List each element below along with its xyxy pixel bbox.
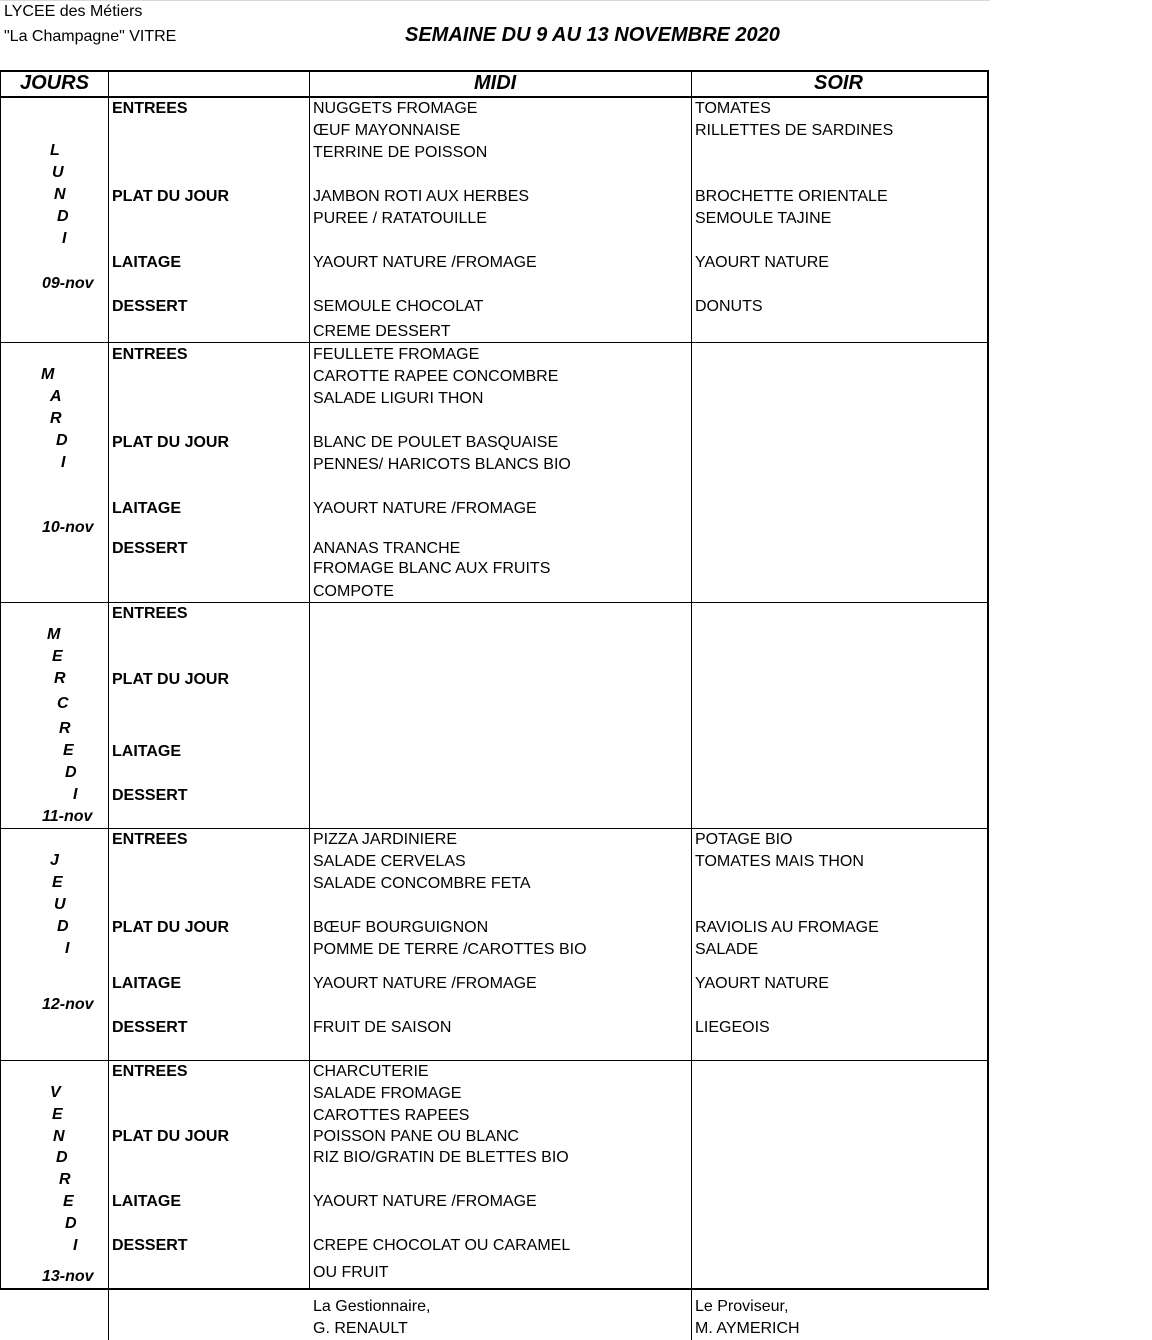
menu-item: OU FRUIT (313, 1264, 389, 1281)
day-letter: J (50, 852, 59, 869)
menu-item: CAROTTES RAPEES (313, 1107, 470, 1124)
category-plat: PLAT DU JOUR (112, 188, 230, 205)
day-letter: D (56, 432, 68, 449)
menu-item: TOMATES MAIS THON (695, 853, 864, 870)
day-letter: D (57, 208, 69, 225)
day-letter: M (47, 626, 61, 643)
day-letter: A (50, 388, 62, 405)
menu-item: BROCHETTE ORIENTALE (695, 188, 888, 205)
header-bottom-border (0, 96, 989, 98)
menu-item: ŒUF MAYONNAISE (313, 122, 461, 139)
category-laitage: LAITAGE (112, 254, 182, 271)
week-title: SEMAINE DU 9 AU 13 NOVEMBRE 2020 (405, 24, 780, 46)
day-letter: I (73, 786, 78, 803)
column-header-soir: SOIR (814, 72, 863, 94)
menu-item: RAVIOLIS AU FROMAGE (695, 919, 879, 936)
divider-category-midi (309, 70, 310, 1290)
day-letter: U (54, 896, 66, 913)
day-letter: N (54, 186, 66, 203)
table-top-border (0, 70, 989, 72)
day-letter: R (54, 670, 66, 687)
menu-item: PUREE / RATATOUILLE (313, 210, 487, 227)
menu-item: RILLETTES DE SARDINES (695, 122, 894, 139)
day-letter: M (41, 366, 55, 383)
category-dessert: DESSERT (112, 787, 188, 804)
category-plat: PLAT DU JOUR (112, 919, 230, 936)
menu-item: YAOURT NATURE (695, 254, 829, 271)
category-dessert: DESSERT (112, 298, 188, 315)
row-divider-jeudi (0, 828, 989, 829)
category-plat: PLAT DU JOUR (112, 671, 230, 688)
sheet-top-edge (0, 0, 990, 1)
menu-item: CREME DESSERT (313, 323, 451, 340)
menu-item: SALADE FROMAGE (313, 1085, 462, 1102)
category-plat: PLAT DU JOUR (112, 1128, 230, 1145)
menu-item: TERRINE DE POISSON (313, 144, 488, 161)
menu-item: FRUIT DE SAISON (313, 1019, 452, 1036)
menu-item: PIZZA JARDINIERE (313, 831, 458, 848)
menu-item: BLANC DE POULET BASQUAISE (313, 434, 559, 451)
day-letter: V (50, 1084, 61, 1101)
signature-gestionnaire-name: G. RENAULT (313, 1320, 408, 1337)
category-entrees: ENTREES (112, 346, 188, 363)
day-letter: E (52, 648, 63, 665)
column-header-jours: JOURS (20, 72, 89, 94)
menu-item: CREPE CHOCOLAT OU CARAMEL (313, 1237, 571, 1254)
day-date: 09-nov (42, 275, 94, 292)
menu-item: ANANAS TRANCHE (313, 540, 461, 557)
menu-item: RIZ BIO/GRATIN DE BLETTES BIO (313, 1149, 569, 1166)
menu-item: YAOURT NATURE (695, 975, 829, 992)
day-letter: L (50, 142, 60, 159)
menu-item: SEMOULE TAJINE (695, 210, 832, 227)
menu-item: TOMATES (695, 100, 771, 117)
signature-proviseur-title: Le Proviseur, (695, 1298, 789, 1315)
day-date: 13-nov (42, 1268, 94, 1285)
day-letter: C (57, 695, 69, 712)
menu-item: LIEGEOIS (695, 1019, 770, 1036)
category-laitage: LAITAGE (112, 1193, 182, 1210)
day-letter: N (53, 1128, 65, 1145)
category-laitage: LAITAGE (112, 500, 182, 517)
menu-item: CHARCUTERIE (313, 1063, 429, 1080)
menu-item: SALADE CERVELAS (313, 853, 466, 870)
day-letter: I (65, 940, 70, 957)
category-entrees: ENTREES (112, 831, 188, 848)
category-plat: PLAT DU JOUR (112, 434, 230, 451)
day-letter: E (63, 1193, 74, 1210)
day-letter: I (62, 230, 67, 247)
day-letter: U (52, 164, 64, 181)
day-date: 10-nov (42, 519, 94, 536)
day-letter: R (59, 720, 71, 737)
menu-item: COMPOTE (313, 583, 394, 600)
menu-item: CAROTTE RAPEE CONCOMBRE (313, 368, 559, 385)
signature-gestionnaire-title: La Gestionnaire, (313, 1298, 431, 1315)
table-left-border (0, 70, 1, 1290)
row-divider-mercredi (0, 602, 989, 603)
day-letter: D (65, 1215, 77, 1232)
day-letter: R (59, 1171, 71, 1188)
menu-item: SALADE LIGURI THON (313, 390, 484, 407)
column-header-midi: MIDI (474, 72, 517, 94)
menu-item: PENNES/ HARICOTS BLANCS BIO (313, 456, 571, 473)
table-bottom-border (0, 1288, 989, 1290)
category-dessert: DESSERT (112, 1019, 188, 1036)
signature-proviseur-name: M. AYMERICH (695, 1320, 800, 1337)
category-entrees: ENTREES (112, 605, 188, 622)
school-name: LYCEE des Métiers (4, 3, 143, 20)
category-entrees: ENTREES (112, 100, 188, 117)
day-date: 11-nov (42, 808, 93, 825)
row-divider-vendredi (0, 1060, 989, 1061)
menu-item: POMME DE TERRE /CAROTTES BIO (313, 941, 587, 958)
day-letter: I (61, 454, 66, 471)
day-letter: D (57, 918, 69, 935)
category-dessert: DESSERT (112, 1237, 188, 1254)
menu-item: NUGGETS FROMAGE (313, 100, 478, 117)
day-letter: E (52, 1106, 63, 1123)
menu-item: POTAGE BIO (695, 831, 793, 848)
table-right-border (987, 70, 989, 1290)
menu-item: DONUTS (695, 298, 763, 315)
category-laitage: LAITAGE (112, 743, 182, 760)
school-location: "La Champagne" VITRE (4, 28, 177, 45)
divider-jours-category (108, 70, 109, 1340)
day-letter: I (73, 1237, 78, 1254)
menu-item: POISSON PANE OU BLANC (313, 1128, 519, 1145)
menu-item: YAOURT NATURE /FROMAGE (313, 500, 537, 517)
category-dessert: DESSERT (112, 540, 188, 557)
menu-item: JAMBON ROTI AUX HERBES (313, 188, 530, 205)
day-letter: E (63, 742, 74, 759)
menu-item: SALADE CONCOMBRE FETA (313, 875, 531, 892)
menu-item: SEMOULE CHOCOLAT (313, 298, 484, 315)
menu-item: YAOURT NATURE /FROMAGE (313, 1193, 537, 1210)
day-letter: R (50, 410, 62, 427)
menu-item: SALADE (695, 941, 759, 958)
menu-item: YAOURT NATURE /FROMAGE (313, 975, 537, 992)
day-letter: E (52, 874, 63, 891)
category-laitage: LAITAGE (112, 975, 182, 992)
menu-item: FROMAGE BLANC AUX FRUITS (313, 560, 551, 577)
day-letter: D (56, 1149, 68, 1166)
day-date: 12-nov (42, 996, 94, 1013)
menu-item: FEULLETE FROMAGE (313, 346, 480, 363)
menu-item: YAOURT NATURE /FROMAGE (313, 254, 537, 271)
day-letter: D (65, 764, 77, 781)
menu-item: BŒUF BOURGUIGNON (313, 919, 489, 936)
category-entrees: ENTREES (112, 1063, 188, 1080)
row-divider-mardi (0, 342, 989, 343)
divider-midi-soir (691, 70, 692, 1340)
